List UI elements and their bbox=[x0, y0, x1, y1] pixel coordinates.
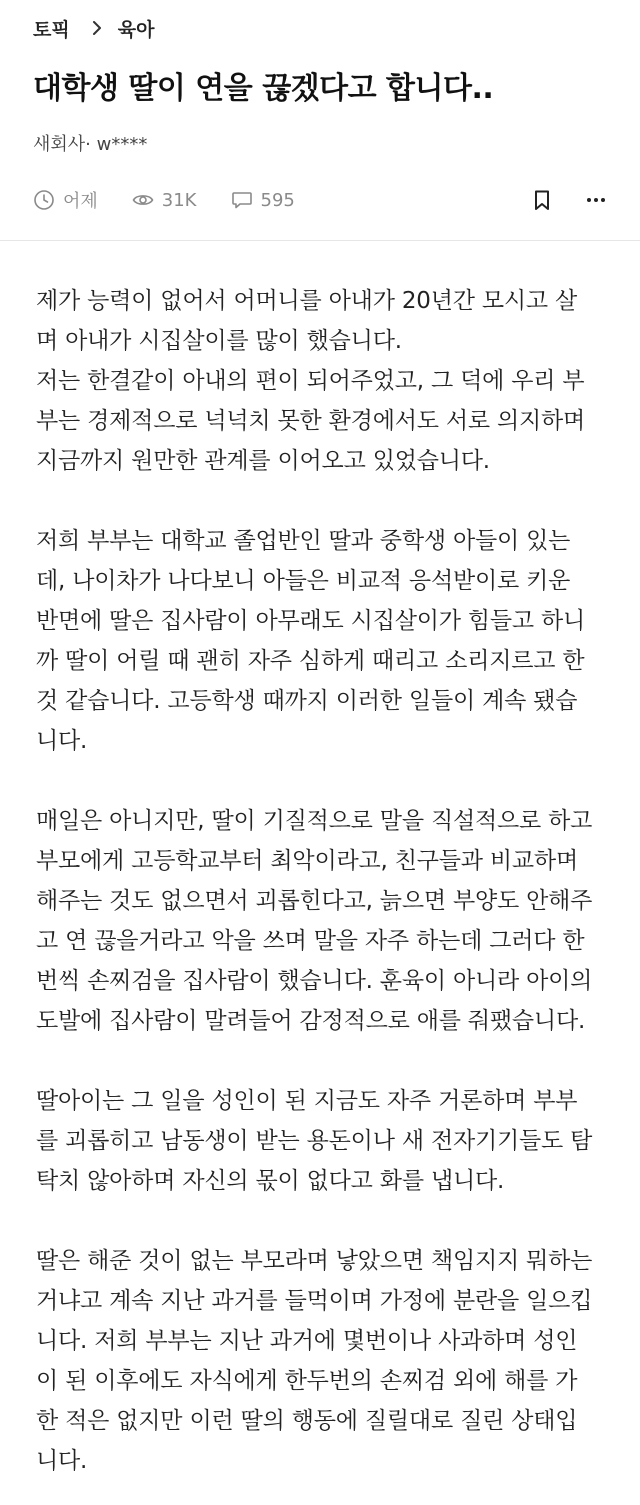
bookmark-icon bbox=[531, 189, 553, 211]
post-body bbox=[0, 241, 640, 1481]
body-line: 저는 한결같이 아내의 편이 되어주었고, 그 덕에 우리 부 bbox=[36, 368, 585, 394]
body-line: 며 아내가 시집살이를 많이 했습니다. bbox=[36, 328, 402, 354]
body-line: 딸아이는 그 일을 성인이 된 지금도 자주 거론하며 부부 bbox=[36, 1088, 578, 1114]
post-header bbox=[0, 0, 640, 218]
body-line: 제가 능력이 없어서 어머니를 아내가 20년간 모시고 살 bbox=[36, 288, 578, 314]
body-paragraph-3 bbox=[36, 801, 614, 1041]
post-comments[interactable] bbox=[231, 189, 295, 211]
body-line: 를 괴롭히고 남동생이 받는 용돈이나 새 전자기기들도 탐 bbox=[36, 1128, 593, 1154]
body-line: 것 같습니다. 고등학생 때까지 이러한 일들이 계속 됐습 bbox=[36, 688, 578, 714]
body-paragraph-4 bbox=[36, 1081, 614, 1201]
breadcrumb bbox=[33, 0, 607, 56]
body-line: 부는 경제적으로 넉넉치 못한 환경에서도 서로 의지하며 bbox=[36, 408, 586, 434]
clock-icon bbox=[33, 189, 63, 211]
body-line: 도발에 집사람이 말려들어 감정적으로 애를 줘팼습니다. bbox=[36, 1008, 586, 1034]
post-views-count: 31K bbox=[161, 189, 197, 211]
body-line: 매일은 아니지만, 딸이 기질적으로 말을 직설적으로 하고 bbox=[36, 808, 593, 834]
body-line: 이 된 이후에도 자식에게 한두번의 손찌검 외에 해를 가 bbox=[36, 1368, 578, 1394]
body-line: 니다. 저희 부부는 지난 과거에 몇번이나 사과하며 성인 bbox=[36, 1328, 578, 1354]
chevron-right-icon bbox=[90, 21, 104, 35]
body-line: 탁치 않아하며 자신의 몫이 없다고 화를 냅니다. bbox=[36, 1168, 505, 1194]
bookmark-button[interactable] bbox=[527, 185, 557, 215]
body-line: 고 연 끊을거라고 악을 쓰며 말을 자주 하는데 그러다 한 bbox=[36, 928, 585, 954]
breadcrumb-topic[interactable]: 토픽 bbox=[33, 18, 70, 41]
body-line: 번씩 손찌검을 집사람이 했습니다. 훈육이 아니라 아이의 bbox=[36, 968, 593, 994]
body-paragraph-1 bbox=[36, 281, 614, 481]
body-paragraph-5 bbox=[36, 1241, 614, 1481]
body-paragraph-2 bbox=[36, 521, 614, 761]
body-line: 데, 나이차가 나다보니 아들은 비교적 응석받이로 키운 bbox=[36, 568, 571, 594]
body-line: 딸은 해준 것이 없는 부모라며 낳았으면 책임지지 뭐하는 bbox=[36, 1248, 593, 1274]
post-comments-count: 595 bbox=[260, 189, 295, 211]
more-button[interactable] bbox=[581, 185, 611, 215]
comment-icon bbox=[231, 189, 261, 211]
body-line: 저희 부부는 대학교 졸업반인 딸과 중학생 아들이 있는 bbox=[36, 528, 571, 554]
post-time-label: 어제 bbox=[63, 191, 98, 212]
post-views bbox=[132, 189, 197, 211]
breadcrumb-category[interactable]: 육아 bbox=[117, 18, 155, 41]
body-line: 반면에 딸은 집사람이 아무래도 시집살이가 힘들고 하니 bbox=[36, 608, 586, 634]
post-author[interactable]: 새회사· w**** bbox=[33, 134, 148, 155]
post-title: 대학생 딸이 연을 끊겠다고 합니다.. bbox=[33, 71, 494, 106]
more-icon bbox=[585, 189, 607, 211]
body-line: 지금까지 원만한 관계를 이어오고 있었습니다. bbox=[36, 448, 490, 474]
post-meta bbox=[33, 182, 607, 218]
body-line: 니다. bbox=[36, 1448, 88, 1474]
body-line: 해주는 것도 없으면서 괴롭힌다고, 늙으면 부양도 안해주 bbox=[36, 888, 593, 914]
body-line: 까 딸이 어릴 때 괜히 자주 심하게 때리고 소리지르고 한 bbox=[36, 648, 585, 674]
body-line: 니다. bbox=[36, 728, 88, 754]
eye-icon bbox=[132, 189, 162, 211]
post-time bbox=[33, 187, 98, 213]
body-line: 거냐고 계속 지난 과거를 들먹이며 가정에 분란을 일으킵 bbox=[36, 1288, 593, 1314]
body-line: 부모에게 고등학교부터 최악이라고, 친구들과 비교하며 bbox=[36, 848, 578, 874]
body-line: 한 적은 없지만 이런 딸의 행동에 질릴대로 질린 상태입 bbox=[36, 1408, 578, 1434]
